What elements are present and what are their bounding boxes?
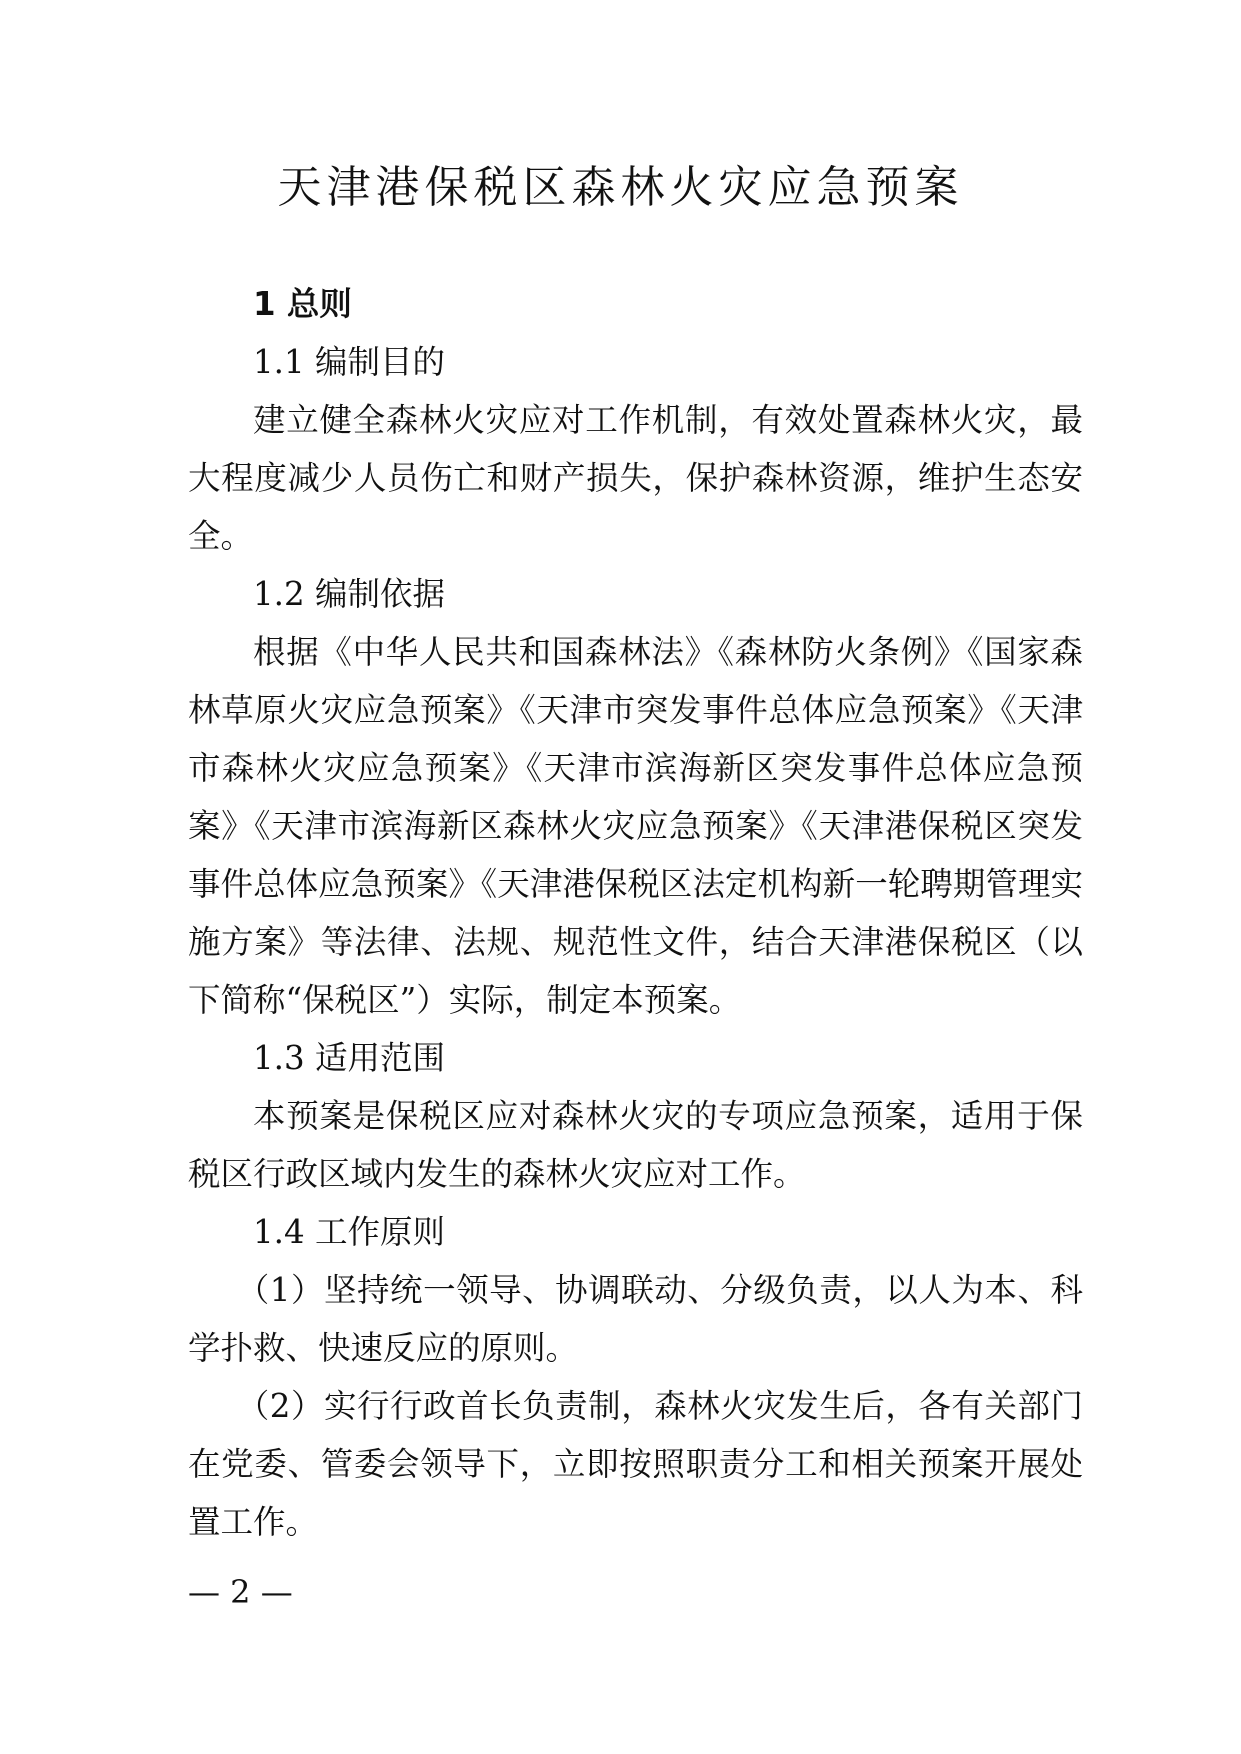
page-number: — 2 —	[188, 1573, 293, 1611]
section-1-heading: 1 总则	[253, 285, 352, 323]
section-1-3-paragraph: 本预案是保税区应对森林火灾的专项应急预案，适用于保税区行政区域内发生的森林火灾应对工作。	[188, 1097, 1083, 1193]
document-title: 天津港保税区森林火灾应急预案	[277, 162, 964, 213]
section-1-2-paragraph: 根据《中华人民共和国森林法》《森林防火条例》《国家森林草原火灾应急预案》《天津市突发事件总体应急预案》《天津市森林火灾应急预案》《天津市滨海新区突发事件总体应急预案》《天津市滨海新区森林火灾应急预案》《天津港保税区突发事件总体应急预案》《天津港保税区法定机构新一轮聘期管理实施方案》等法律、法规、规范性文件，结合天津港保税区（以下简称“保税区”）实际，制定本预案。	[188, 633, 1083, 1019]
section-1-2-heading: 1.2 编制依据	[253, 575, 446, 613]
section-1-4-heading: 1.4 工作原则	[253, 1213, 446, 1251]
principle-item-2: （2）实行行政首长负责制，森林火灾发生后，各有关部门在党委、管委会领导下，立即按照职责分工和相关预案开展处置工作。	[188, 1387, 1083, 1541]
section-1-1-heading: 1.1 编制目的	[253, 343, 446, 381]
section-1-1-paragraph: 建立健全森林火灾应对工作机制，有效处置森林火灾，最大程度减少人员伤亡和财产损失，保护森林资源，维护生态安全。	[188, 401, 1083, 555]
section-1-3-heading: 1.3 适用范围	[253, 1039, 446, 1077]
principle-item-1: （1）坚持统一领导、协调联动、分级负责，以人为本、科学扑救、快速反应的原则。	[188, 1271, 1083, 1367]
document-body	[188, 275, 1083, 1551]
